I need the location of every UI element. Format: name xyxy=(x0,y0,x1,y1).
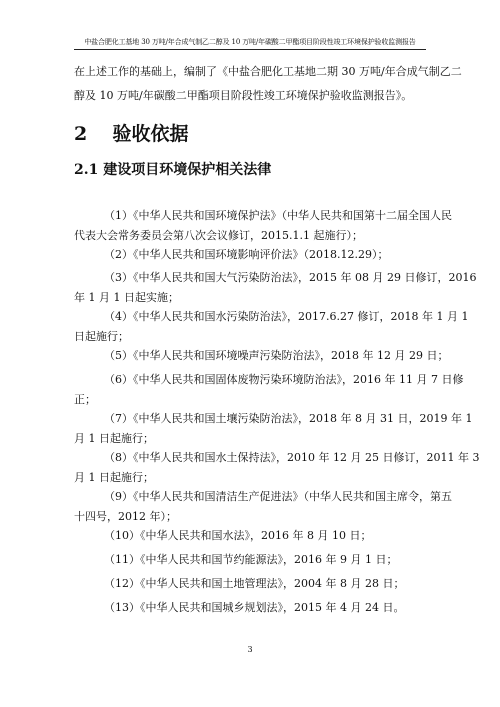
page-number: 3 xyxy=(247,645,253,654)
law-item-1-line-2: 代表大会常务委员会第八次会议修订，2015.1.1 起施行）； xyxy=(74,229,363,242)
section-heading xyxy=(74,123,189,145)
header-divider xyxy=(74,49,426,50)
law-item-4-line-2: 日起施行； xyxy=(74,330,129,343)
law-item-4-line-1: （4）《中华人民共和国水污染防治法》，2017.6.27 修订，2018 年 1 月 1 xyxy=(104,310,469,323)
subsection-number: 2.1 xyxy=(74,162,99,178)
law-item-5-line-1: （5）《中华人民共和国环境噪声污染防治法》，2018 年 12 月 29 日； xyxy=(104,349,449,362)
section-title: 验收依据 xyxy=(112,123,189,145)
law-item-13-line-1: （13）《中华人民共和国城乡规划法》，2015 年 4 月 24 日。 xyxy=(104,601,405,614)
subsection-title: 建设项目环境保护相关法律 xyxy=(103,162,272,178)
section-number: 2 xyxy=(74,123,88,145)
law-item-8-line-2: 月 1 日起施行； xyxy=(74,471,154,484)
law-item-3-line-1: （3）《中华人民共和国大气污染防治法》，2015 年 08 月 29 日修订，2016 xyxy=(104,271,477,284)
law-item-7-line-1: （7）《中华人民共和国土壤污染防治法》，2018 年 8 月 31 日，2019 年 1 xyxy=(104,412,473,425)
law-item-3-line-2: 年 1 月 1 日起实施； xyxy=(74,291,179,304)
intro-line-1: 在上述工作的基础上，编制了《中盐合肥化工基地二期 30 万吨/年合成气制乙二 xyxy=(74,65,462,78)
running-header: 中盐合肥化工基地 30 万吨/年合成气制乙二醇及 10 万吨/年碳酸二甲酯项目阶段性竣工环境保护验收监测报告 xyxy=(84,38,416,46)
law-item-1-line-1: （1）《中华人民共和国环境保护法》（中华人民共和国第十二届全国人民 xyxy=(104,209,452,222)
law-item-11-line-1: （11）《中华人民共和国节约能源法》，2016 年 9 月 1 日； xyxy=(104,553,398,566)
law-item-8-line-1: （8）《中华人民共和国水土保持法》，2010 年 12 月 25 日修订，2011 年 3 xyxy=(104,451,480,464)
law-item-9-line-2: 十四号，2012 年）； xyxy=(74,510,177,523)
law-item-7-line-2: 月 1 日起施行； xyxy=(74,432,154,445)
intro-line-2: 醇及 10 万吨/年碳酸二甲酯项目阶段性竣工环境保护验收监测报告》。 xyxy=(74,89,413,102)
law-item-6-line-1: （6）《中华人民共和国固体废物污染环境防治法》，2016 年 11 月 7 日修 xyxy=(104,373,464,386)
law-item-12-line-1: （12）《中华人民共和国土地管理法》，2004 年 8 月 28 日； xyxy=(104,577,405,590)
law-item-10-line-1: （10）《中华人民共和国水法》，2016 年 8 月 10 日； xyxy=(104,529,372,542)
law-item-2-line-1: （2）《中华人民共和国环境影响评价法》（2018.12.29）； xyxy=(104,248,389,261)
law-item-6-line-2: 正； xyxy=(74,393,96,406)
law-item-9-line-1: （9）《中华人民共和国清洁生产促进法》（中华人民共和国主席令，第五 xyxy=(104,490,452,503)
subsection-heading xyxy=(74,162,271,178)
